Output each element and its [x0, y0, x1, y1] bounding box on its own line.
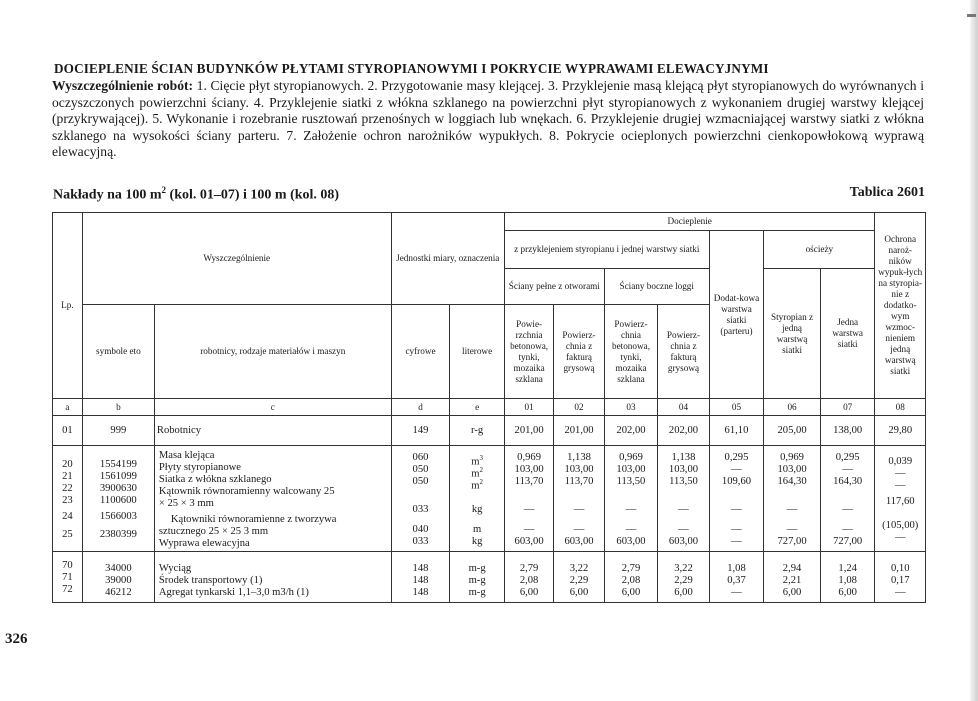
- row-value: —: [894, 468, 906, 479]
- row-lp: 71: [62, 572, 73, 583]
- row-value: —: [842, 504, 853, 515]
- materials-e-col: [450, 446, 505, 552]
- row-value: 2,29: [569, 574, 589, 586]
- row-value: 3,22: [674, 562, 693, 574]
- row-value: 6,00: [838, 586, 857, 598]
- row-value: —: [523, 504, 535, 515]
- row-value: 2,94: [782, 562, 802, 574]
- literowe-header: literowe: [450, 305, 505, 399]
- row-value: 0,295: [724, 452, 749, 463]
- symbole-header: symbole eto: [82, 305, 154, 399]
- machinery-lp-col: [53, 552, 83, 603]
- row-value: 0,295: [835, 452, 860, 463]
- row-symbol: 3900630: [99, 483, 137, 494]
- materials-v04-col: [658, 446, 709, 552]
- row-unit-code: 050: [412, 476, 429, 487]
- row-lp: 72: [62, 584, 73, 595]
- row-unit-code: 148: [412, 586, 429, 598]
- row-unit: $m^3$: [471, 454, 483, 468]
- row-unit: $m^2$: [471, 478, 483, 492]
- row-value: 103,00: [777, 464, 807, 475]
- row-value: 6,00: [782, 586, 802, 598]
- materials-v08-col: [875, 446, 926, 552]
- row-value: 109,60: [721, 476, 752, 487]
- row-value: (105,00): [882, 520, 919, 531]
- row-unit: $m^2$: [471, 466, 483, 480]
- row-value: 1,138: [671, 452, 696, 463]
- row-lp: 24: [62, 511, 73, 522]
- machinery-name-col: [154, 552, 391, 603]
- description-label: Wyszczególnienie robót:: [52, 78, 194, 93]
- row-value: 103,00: [668, 464, 699, 475]
- wyszczegolnienie-header: Wyszczególnienie: [82, 213, 391, 305]
- row-value: 164,30: [833, 476, 863, 487]
- pow-faktura2-header: Powierz-chnia z fakturą grysową: [658, 305, 709, 399]
- row-symbol: 1561099: [99, 471, 137, 482]
- col-letter: 05: [709, 399, 764, 416]
- materials-block: [53, 446, 926, 552]
- naklady-b: (kol. 01–07) i 100 m (kol. 08): [166, 187, 340, 203]
- cyfrowe-header: cyfrowe: [391, 305, 450, 399]
- materials-v02-col: [554, 446, 604, 552]
- col-letter: 08: [875, 399, 926, 416]
- row-value: —: [625, 504, 637, 515]
- machinery-d-col: [391, 552, 450, 603]
- row-value: 6,00: [569, 586, 589, 598]
- row-unit-code: 148: [412, 574, 429, 586]
- robotnicy-header: robotnicy, rodzaje materiałów i maszyn: [154, 305, 391, 399]
- row-value: 202,00: [658, 416, 709, 446]
- row-symbol: 1554199: [99, 459, 137, 470]
- row-value: 113,70: [514, 476, 544, 487]
- row-unit: kg: [471, 536, 483, 547]
- row-value: 6,00: [621, 586, 641, 598]
- row-value: 113,50: [669, 476, 698, 487]
- row-value: 1,24: [838, 562, 857, 574]
- col-letter: 03: [604, 399, 658, 416]
- row-unit-code: 040: [412, 524, 429, 535]
- row-name-cont: sztucznego 25 × 25 3 mm: [158, 526, 269, 537]
- row-name: Środek transportowy (1): [158, 574, 263, 586]
- row-value: 201,00: [504, 416, 553, 446]
- row-value: 727,00: [833, 536, 863, 547]
- row-name: Wyprawa elewacyjna: [158, 538, 250, 549]
- row-name: Masa klejąca: [158, 450, 215, 461]
- machinery-v05-col: [709, 552, 764, 603]
- row-lp: 25: [62, 529, 73, 540]
- row-unit-code: 148: [412, 562, 429, 574]
- materials-v01-col: [504, 446, 553, 552]
- row-lp: 70: [62, 560, 73, 571]
- machinery-v01-col: [504, 552, 553, 603]
- col-letter: c: [154, 399, 391, 416]
- row-value: 103,00: [514, 464, 544, 475]
- row-value: 117,60: [885, 496, 915, 507]
- row-name: Robotnicy: [154, 416, 391, 446]
- row-value: —: [842, 524, 853, 535]
- row-value: 1,08: [838, 574, 857, 586]
- row-value: 0,969: [619, 452, 643, 463]
- row-value: 6,00: [674, 586, 693, 598]
- lp-header: Lp.: [53, 213, 83, 399]
- row-value: 29,80: [875, 416, 926, 446]
- row-value: 2,79: [621, 562, 641, 574]
- row-value: 138,00: [820, 416, 875, 446]
- row-value: —: [573, 524, 585, 535]
- row-value: 1,138: [567, 452, 591, 463]
- jednostki-header: Jednostki miary, oznaczenia: [391, 213, 504, 305]
- machinery-v08-col: [875, 552, 926, 603]
- norms-table: [52, 212, 926, 603]
- row-value: 202,00: [604, 416, 658, 446]
- row-symbol: 39000: [105, 574, 132, 586]
- materials-v07-col: [820, 446, 875, 552]
- row-value: —: [731, 464, 742, 475]
- materials-v03-col: [604, 446, 658, 552]
- table-number: Tablica 2601: [849, 185, 925, 200]
- sciany-pelne-header: Ściany pełne z otworami: [504, 269, 604, 305]
- machinery-v07-col: [820, 552, 875, 603]
- row-name: Kątownik równoramienny walcowany 25: [158, 486, 335, 497]
- row-value: —: [678, 524, 689, 535]
- row-symbol: 34000: [105, 562, 132, 574]
- col-letter: 07: [820, 399, 875, 416]
- col-letter: 01: [504, 399, 553, 416]
- col-letter: b: [82, 399, 154, 416]
- row-value: —: [731, 586, 742, 598]
- row-unit-code: 060: [412, 452, 429, 463]
- naklady-a: Nakłady na 100 m: [53, 187, 162, 203]
- row-lp: 21: [62, 471, 73, 482]
- row-lp: 22: [62, 483, 73, 494]
- row-value: 603,00: [616, 536, 646, 547]
- row-unit: m-g: [468, 562, 486, 574]
- row-value: 0,37: [727, 574, 746, 586]
- row-value: 0,969: [517, 452, 542, 463]
- dodatkowa-header: Dodat-kowa warstwa siatki (parteru): [709, 231, 764, 399]
- row-lp: 01: [53, 416, 83, 446]
- row-value: —: [678, 504, 689, 515]
- row-name-cont: × 25 × 3 mm: [158, 498, 214, 509]
- row-value: 61,10: [709, 416, 764, 446]
- row-value: 3,22: [569, 562, 589, 574]
- materials-symbol-col: [82, 446, 154, 552]
- pow-betonowa-header: Powie-rzchnia betonowa, tynki, mozaika szklana: [504, 305, 553, 399]
- page-title: DOCIEPLENIE ŚCIAN BUDYNKÓW PŁYTAMI STYROPIANOWYMI I POKRYCIE WYPRAWAMI ELEWACYJNYMI: [54, 61, 769, 76]
- row-value: 201,00: [554, 416, 604, 446]
- machinery-e-col: [450, 552, 505, 603]
- row-value: —: [842, 464, 853, 475]
- row-value: —: [894, 586, 906, 598]
- scan-edge: [970, 0, 978, 701]
- row-unit: m: [472, 524, 482, 535]
- materials-d-col: [391, 446, 450, 552]
- naklady-sup: 2: [161, 185, 167, 195]
- docieplenie-header: Docieplenie: [504, 213, 875, 231]
- table-row: [53, 416, 926, 446]
- z-przyklejeniem-header: z przyklejeniem styropianu i jednej warstwy siatki: [504, 231, 709, 269]
- jedna-warstwa-header: Jedna warstwa siatki: [820, 269, 875, 399]
- machinery-block: [53, 552, 926, 603]
- row-name: Kątowniki równoramienne z tworzywa: [170, 514, 337, 525]
- col-letter: a: [53, 399, 83, 416]
- row-lp: 20: [62, 459, 73, 470]
- row-unit-code: 033: [412, 536, 429, 547]
- row-value: 113,70: [564, 476, 594, 487]
- machinery-v04-col: [658, 552, 709, 603]
- row-value: —: [731, 536, 742, 547]
- row-lp: 23: [62, 495, 73, 506]
- pow-betonowa2-header: Powierz-chnia betonowa, tynki, mozaika szklana: [604, 305, 658, 399]
- materials-v06-col: [764, 446, 821, 552]
- row-unit: m-g: [468, 586, 486, 598]
- col-letter: 04: [658, 399, 709, 416]
- row-value: 2,21: [782, 574, 802, 586]
- row-name: Wyciąg: [158, 562, 192, 574]
- works-description: [52, 78, 924, 161]
- materials-lp-col: [53, 446, 83, 552]
- row-value: 0,969: [780, 452, 804, 463]
- row-value: 164,30: [777, 476, 807, 487]
- row-value: 603,00: [668, 536, 699, 547]
- row-value: 0,10: [890, 562, 910, 574]
- row-value: —: [731, 524, 742, 535]
- row-symbol: 1566003: [99, 511, 137, 522]
- page-number: 326: [5, 631, 28, 647]
- row-value: 727,00: [777, 536, 807, 547]
- sciany-boczne-header: Ściany boczne loggi: [604, 269, 709, 305]
- row-symbol: 46212: [105, 586, 132, 598]
- machinery-v02-col: [554, 552, 604, 603]
- row-symbol: 2380399: [99, 529, 137, 540]
- row-value: 603,00: [564, 536, 594, 547]
- row-value: 103,00: [564, 464, 594, 475]
- row-unit: kg: [471, 504, 483, 515]
- row-value: —: [523, 524, 535, 535]
- row-name: Agregat tynkarski 1,1–3,0 m3/h (1): [158, 586, 309, 598]
- row-unit-code: 050: [412, 464, 429, 475]
- pow-faktura-header: Powierz-chnia z fakturą grysową: [554, 305, 604, 399]
- row-value: —: [786, 524, 798, 535]
- row-name: Siatka z włókna szklanego: [158, 474, 272, 485]
- styropian-header: Styropian z jedną warstwą siatki: [764, 269, 821, 399]
- row-value: 2,08: [519, 574, 539, 586]
- row-unit: m-g: [468, 574, 486, 586]
- col-letter: 02: [554, 399, 604, 416]
- row-value: 2,08: [621, 574, 641, 586]
- row-value: 0,17: [890, 574, 910, 586]
- row-value: —: [894, 532, 906, 543]
- row-value: 113,50: [616, 476, 646, 487]
- col-letter: d: [391, 399, 450, 416]
- scan-mark: [967, 14, 976, 17]
- row-value: 0,039: [888, 456, 913, 467]
- column-letters-row: [53, 399, 926, 416]
- naklady-heading: [53, 185, 339, 204]
- row-name: Płyty styropianowe: [158, 462, 241, 473]
- row-value: 205,00: [764, 416, 821, 446]
- row-value: —: [573, 504, 585, 515]
- row-value: —: [731, 504, 742, 515]
- oscieza-header: ościeży: [764, 231, 875, 269]
- col-letter: e: [450, 399, 505, 416]
- row-value: —: [894, 480, 906, 491]
- machinery-v03-col: [604, 552, 658, 603]
- row-symbol: 1100600: [100, 495, 137, 506]
- materials-v05-col: [709, 446, 764, 552]
- row-unit-code: 149: [391, 416, 450, 446]
- description-text: 1. Cięcie płyt styropianowych. 2. Przygotowanie masy klejącej. 3. Przyklejenie masą klejącą płyt styropianowych do wyrównanych i oczyszczonych powierzchni ściany. 4. Przyklejenie siatki z włókna szklanego na powierzchni płyt styropianowych z wykonaniem drugiej warstwy klejącej (przykrywającej). 5. Wykonanie i rozebranie rusztowań przenośnych w loggiach lub wnękach. 6. Przyklejenie drugiej wzmacniającej warstwy siatki z włókna szklanego na wysokości ściany parteru. 7. Założenie ochron narożników wypukłych. 8. Pokrycie ocieplonych powierzchni cienkopowłokową wyprawą elewacyjną.: [52, 78, 924, 160]
- row-symbol: 999: [82, 416, 154, 446]
- row-value: 2,29: [674, 574, 693, 586]
- ochrona-header: Ochrona naroż-ników wypuk-łych na styropia-nie z dodatko-wym wzmoc-nieniem jedną warstwą siatki: [875, 213, 926, 399]
- row-unit-code: 033: [412, 504, 429, 515]
- row-value: —: [625, 524, 637, 535]
- row-value: —: [786, 504, 798, 515]
- machinery-v06-col: [764, 552, 821, 603]
- row-value: 603,00: [514, 536, 544, 547]
- row-value: 103,00: [616, 464, 646, 475]
- row-value: 6,00: [519, 586, 539, 598]
- materials-name-col: [154, 446, 391, 552]
- row-unit: r-g: [450, 416, 505, 446]
- machinery-symbol-col: [82, 552, 154, 603]
- col-letter: 06: [764, 399, 821, 416]
- row-value: 2,79: [519, 562, 539, 574]
- row-value: 1,08: [727, 562, 746, 574]
